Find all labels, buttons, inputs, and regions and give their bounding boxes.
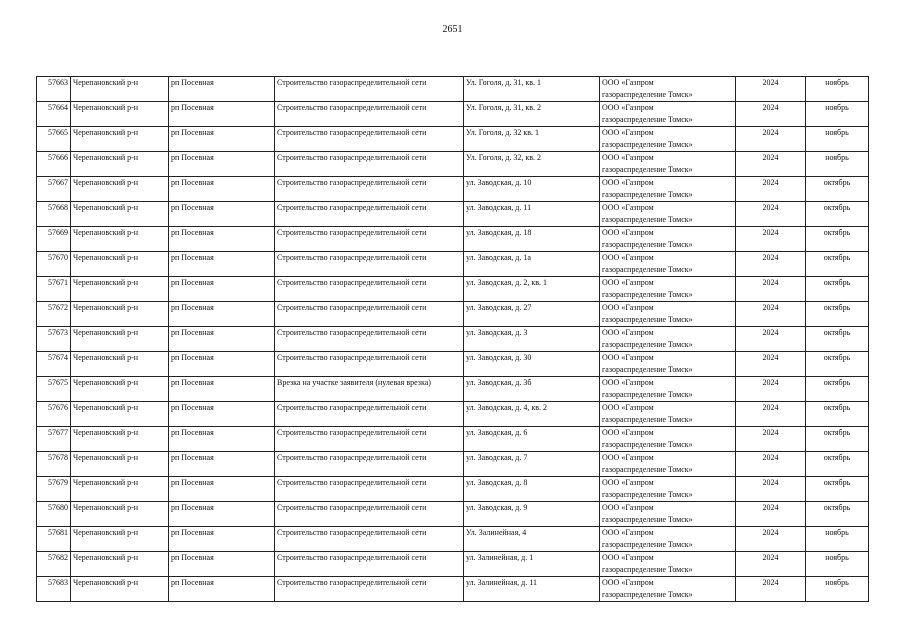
month-cell: октябрь [806, 177, 869, 202]
work-type-cell: Врезка на участке заявителя (нулевая врезка) [275, 377, 464, 402]
table-row [37, 252, 869, 277]
year-cell: 2024 [736, 502, 806, 527]
row-number: 57676 [37, 402, 71, 427]
year-cell: 2024 [736, 452, 806, 477]
address-cell: ул. Заводская, д. 8 [464, 477, 600, 502]
row-number: 57679 [37, 477, 71, 502]
year-cell: 2024 [736, 277, 806, 302]
address-cell: ул. Заводская, д. 11 [464, 202, 600, 227]
row-number: 57680 [37, 502, 71, 527]
organization-cell: ООО «Газпром газораспределение Томск» [600, 202, 736, 227]
month-cell: октябрь [806, 302, 869, 327]
table-row [37, 477, 869, 502]
district-cell: Черепановский р-н [71, 427, 169, 452]
organization-cell: ООО «Газпром газораспределение Томск» [600, 452, 736, 477]
locality-cell: рп Посевная [169, 502, 275, 527]
month-cell: ноябрь [806, 102, 869, 127]
locality-cell: рп Посевная [169, 302, 275, 327]
work-type-cell: Строительство газораспределительной сети [275, 77, 464, 102]
address-cell: ул. Заводская, д. 7 [464, 452, 600, 477]
month-cell: октябрь [806, 252, 869, 277]
month-cell: октябрь [806, 227, 869, 252]
district-cell: Черепановский р-н [71, 277, 169, 302]
month-cell: октябрь [806, 202, 869, 227]
work-type-cell: Строительство газораспределительной сети [275, 227, 464, 252]
row-number: 57663 [37, 77, 71, 102]
district-cell: Черепановский р-н [71, 527, 169, 552]
locality-cell: рп Посевная [169, 477, 275, 502]
registry-table [36, 76, 869, 602]
organization-cell: ООО «Газпром газораспределение Томск» [600, 277, 736, 302]
organization-cell: ООО «Газпром газораспределение Томск» [600, 502, 736, 527]
row-number: 57675 [37, 377, 71, 402]
month-cell: октябрь [806, 377, 869, 402]
row-number: 57677 [37, 427, 71, 452]
work-type-cell: Строительство газораспределительной сети [275, 477, 464, 502]
table-row [37, 277, 869, 302]
table-row [37, 452, 869, 477]
district-cell: Черепановский р-н [71, 402, 169, 427]
year-cell: 2024 [736, 152, 806, 177]
month-cell: октябрь [806, 452, 869, 477]
table-row [37, 552, 869, 577]
address-cell: ул. Заводская, д. 27 [464, 302, 600, 327]
table-row [37, 427, 869, 452]
work-type-cell: Строительство газораспределительной сети [275, 502, 464, 527]
table-row [37, 127, 869, 152]
address-cell: ул. Заводская, д. 2, кв. 1 [464, 277, 600, 302]
table-row [37, 77, 869, 102]
address-cell: Ул. Гоголя, д. 31, кв. 1 [464, 77, 600, 102]
locality-cell: рп Посевная [169, 77, 275, 102]
locality-cell: рп Посевная [169, 152, 275, 177]
work-type-cell: Строительство газораспределительной сети [275, 127, 464, 152]
work-type-cell: Строительство газораспределительной сети [275, 527, 464, 552]
year-cell: 2024 [736, 477, 806, 502]
district-cell: Черепановский р-н [71, 352, 169, 377]
locality-cell: рп Посевная [169, 327, 275, 352]
month-cell: ноябрь [806, 552, 869, 577]
work-type-cell: Строительство газораспределительной сети [275, 102, 464, 127]
work-type-cell: Строительство газораспределительной сети [275, 177, 464, 202]
row-number: 57667 [37, 177, 71, 202]
organization-cell: ООО «Газпром газораспределение Томск» [600, 352, 736, 377]
locality-cell: рп Посевная [169, 552, 275, 577]
year-cell: 2024 [736, 302, 806, 327]
district-cell: Черепановский р-н [71, 102, 169, 127]
district-cell: Черепановский р-н [71, 452, 169, 477]
month-cell: ноябрь [806, 127, 869, 152]
table-row [37, 577, 869, 602]
locality-cell: рп Посевная [169, 277, 275, 302]
organization-cell: ООО «Газпром газораспределение Томск» [600, 252, 736, 277]
table-row [37, 227, 869, 252]
locality-cell: рп Посевная [169, 577, 275, 602]
year-cell: 2024 [736, 202, 806, 227]
year-cell: 2024 [736, 352, 806, 377]
row-number: 57669 [37, 227, 71, 252]
year-cell: 2024 [736, 427, 806, 452]
row-number: 57681 [37, 527, 71, 552]
district-cell: Черепановский р-н [71, 302, 169, 327]
address-cell: Ул. Гоголя, д. 32 кв. 1 [464, 127, 600, 152]
row-number: 57673 [37, 327, 71, 352]
work-type-cell: Строительство газораспределительной сети [275, 277, 464, 302]
organization-cell: ООО «Газпром газораспределение Томск» [600, 402, 736, 427]
address-cell: ул. Заводская, д. 3б [464, 377, 600, 402]
table-row [37, 202, 869, 227]
row-number: 57683 [37, 577, 71, 602]
organization-cell: ООО «Газпром газораспределение Томск» [600, 477, 736, 502]
district-cell: Черепановский р-н [71, 552, 169, 577]
year-cell: 2024 [736, 377, 806, 402]
address-cell: ул. Заводская, д. 1а [464, 252, 600, 277]
table-body [37, 77, 869, 602]
locality-cell: рп Посевная [169, 102, 275, 127]
work-type-cell: Строительство газораспределительной сети [275, 202, 464, 227]
address-cell: ул. Залинейная, д. 1 [464, 552, 600, 577]
district-cell: Черепановский р-н [71, 477, 169, 502]
address-cell: ул. Залинейная, д. 11 [464, 577, 600, 602]
work-type-cell: Строительство газораспределительной сети [275, 352, 464, 377]
district-cell: Черепановский р-н [71, 577, 169, 602]
row-number: 57670 [37, 252, 71, 277]
locality-cell: рп Посевная [169, 227, 275, 252]
page-number: 2651 [442, 24, 463, 35]
locality-cell: рп Посевная [169, 177, 275, 202]
table-row [37, 177, 869, 202]
month-cell: октябрь [806, 502, 869, 527]
organization-cell: ООО «Газпром газораспределение Томск» [600, 377, 736, 402]
table-row [37, 502, 869, 527]
table-row [37, 402, 869, 427]
district-cell: Черепановский р-н [71, 377, 169, 402]
locality-cell: рп Посевная [169, 452, 275, 477]
year-cell: 2024 [736, 327, 806, 352]
address-cell: ул. Заводская, д. 18 [464, 227, 600, 252]
month-cell: ноябрь [806, 577, 869, 602]
address-cell: ул. Заводская, д. 3 [464, 327, 600, 352]
year-cell: 2024 [736, 77, 806, 102]
address-cell: Ул. Гоголя, д. 32, кв. 2 [464, 152, 600, 177]
year-cell: 2024 [736, 577, 806, 602]
locality-cell: рп Посевная [169, 352, 275, 377]
work-type-cell: Строительство газораспределительной сети [275, 302, 464, 327]
year-cell: 2024 [736, 552, 806, 577]
district-cell: Черепановский р-н [71, 202, 169, 227]
organization-cell: ООО «Газпром газораспределение Томск» [600, 127, 736, 152]
month-cell: ноябрь [806, 152, 869, 177]
year-cell: 2024 [736, 252, 806, 277]
work-type-cell: Строительство газораспределительной сети [275, 427, 464, 452]
month-cell: октябрь [806, 477, 869, 502]
year-cell: 2024 [736, 177, 806, 202]
organization-cell: ООО «Газпром газораспределение Томск» [600, 302, 736, 327]
address-cell: ул. Заводская, д. 4, кв. 2 [464, 402, 600, 427]
table-row [37, 302, 869, 327]
organization-cell: ООО «Газпром газораспределение Томск» [600, 152, 736, 177]
table-row [37, 352, 869, 377]
organization-cell: ООО «Газпром газораспределение Томск» [600, 427, 736, 452]
address-cell: ул. Заводская, д. 10 [464, 177, 600, 202]
address-cell: ул. Заводская, д. 30 [464, 352, 600, 377]
month-cell: ноябрь [806, 77, 869, 102]
month-cell: октябрь [806, 427, 869, 452]
address-cell: ул. Заводская, д. 9 [464, 502, 600, 527]
locality-cell: рп Посевная [169, 127, 275, 152]
row-number: 57674 [37, 352, 71, 377]
organization-cell: ООО «Газпром газораспределение Томск» [600, 177, 736, 202]
row-number: 57682 [37, 552, 71, 577]
month-cell: октябрь [806, 402, 869, 427]
locality-cell: рп Посевная [169, 402, 275, 427]
locality-cell: рп Посевная [169, 427, 275, 452]
year-cell: 2024 [736, 227, 806, 252]
year-cell: 2024 [736, 102, 806, 127]
organization-cell: ООО «Газпром газораспределение Томск» [600, 227, 736, 252]
row-number: 57678 [37, 452, 71, 477]
organization-cell: ООО «Газпром газораспределение Томск» [600, 527, 736, 552]
row-number: 57671 [37, 277, 71, 302]
month-cell: октябрь [806, 327, 869, 352]
organization-cell: ООО «Газпром газораспределение Томск» [600, 102, 736, 127]
month-cell: октябрь [806, 277, 869, 302]
year-cell: 2024 [736, 402, 806, 427]
work-type-cell: Строительство газораспределительной сети [275, 402, 464, 427]
row-number: 57664 [37, 102, 71, 127]
district-cell: Черепановский р-н [71, 252, 169, 277]
row-number: 57666 [37, 152, 71, 177]
district-cell: Черепановский р-н [71, 77, 169, 102]
row-number: 57668 [37, 202, 71, 227]
organization-cell: ООО «Газпром газораспределение Томск» [600, 77, 736, 102]
district-cell: Черепановский р-н [71, 127, 169, 152]
work-type-cell: Строительство газораспределительной сети [275, 327, 464, 352]
work-type-cell: Строительство газораспределительной сети [275, 252, 464, 277]
organization-cell: ООО «Газпром газораспределение Томск» [600, 327, 736, 352]
row-number: 57665 [37, 127, 71, 152]
table-row [37, 327, 869, 352]
work-type-cell: Строительство газораспределительной сети [275, 452, 464, 477]
month-cell: октябрь [806, 352, 869, 377]
row-number: 57672 [37, 302, 71, 327]
district-cell: Черепановский р-н [71, 177, 169, 202]
table-row [37, 377, 869, 402]
table-row [37, 102, 869, 127]
locality-cell: рп Посевная [169, 377, 275, 402]
locality-cell: рп Посевная [169, 252, 275, 277]
district-cell: Черепановский р-н [71, 227, 169, 252]
work-type-cell: Строительство газораспределительной сети [275, 552, 464, 577]
year-cell: 2024 [736, 127, 806, 152]
district-cell: Черепановский р-н [71, 502, 169, 527]
month-cell: ноябрь [806, 527, 869, 552]
organization-cell: ООО «Газпром газораспределение Томск» [600, 552, 736, 577]
table-row [37, 527, 869, 552]
year-cell: 2024 [736, 527, 806, 552]
table-row [37, 152, 869, 177]
organization-cell: ООО «Газпром газораспределение Томск» [600, 577, 736, 602]
address-cell: Ул. Гоголя, д. 31, кв. 2 [464, 102, 600, 127]
address-cell: ул. Заводская, д. 6 [464, 427, 600, 452]
district-cell: Черепановский р-н [71, 152, 169, 177]
locality-cell: рп Посевная [169, 202, 275, 227]
district-cell: Черепановский р-н [71, 327, 169, 352]
address-cell: Ул. Залинейная, 4 [464, 527, 600, 552]
work-type-cell: Строительство газораспределительной сети [275, 577, 464, 602]
work-type-cell: Строительство газораспределительной сети [275, 152, 464, 177]
locality-cell: рп Посевная [169, 527, 275, 552]
